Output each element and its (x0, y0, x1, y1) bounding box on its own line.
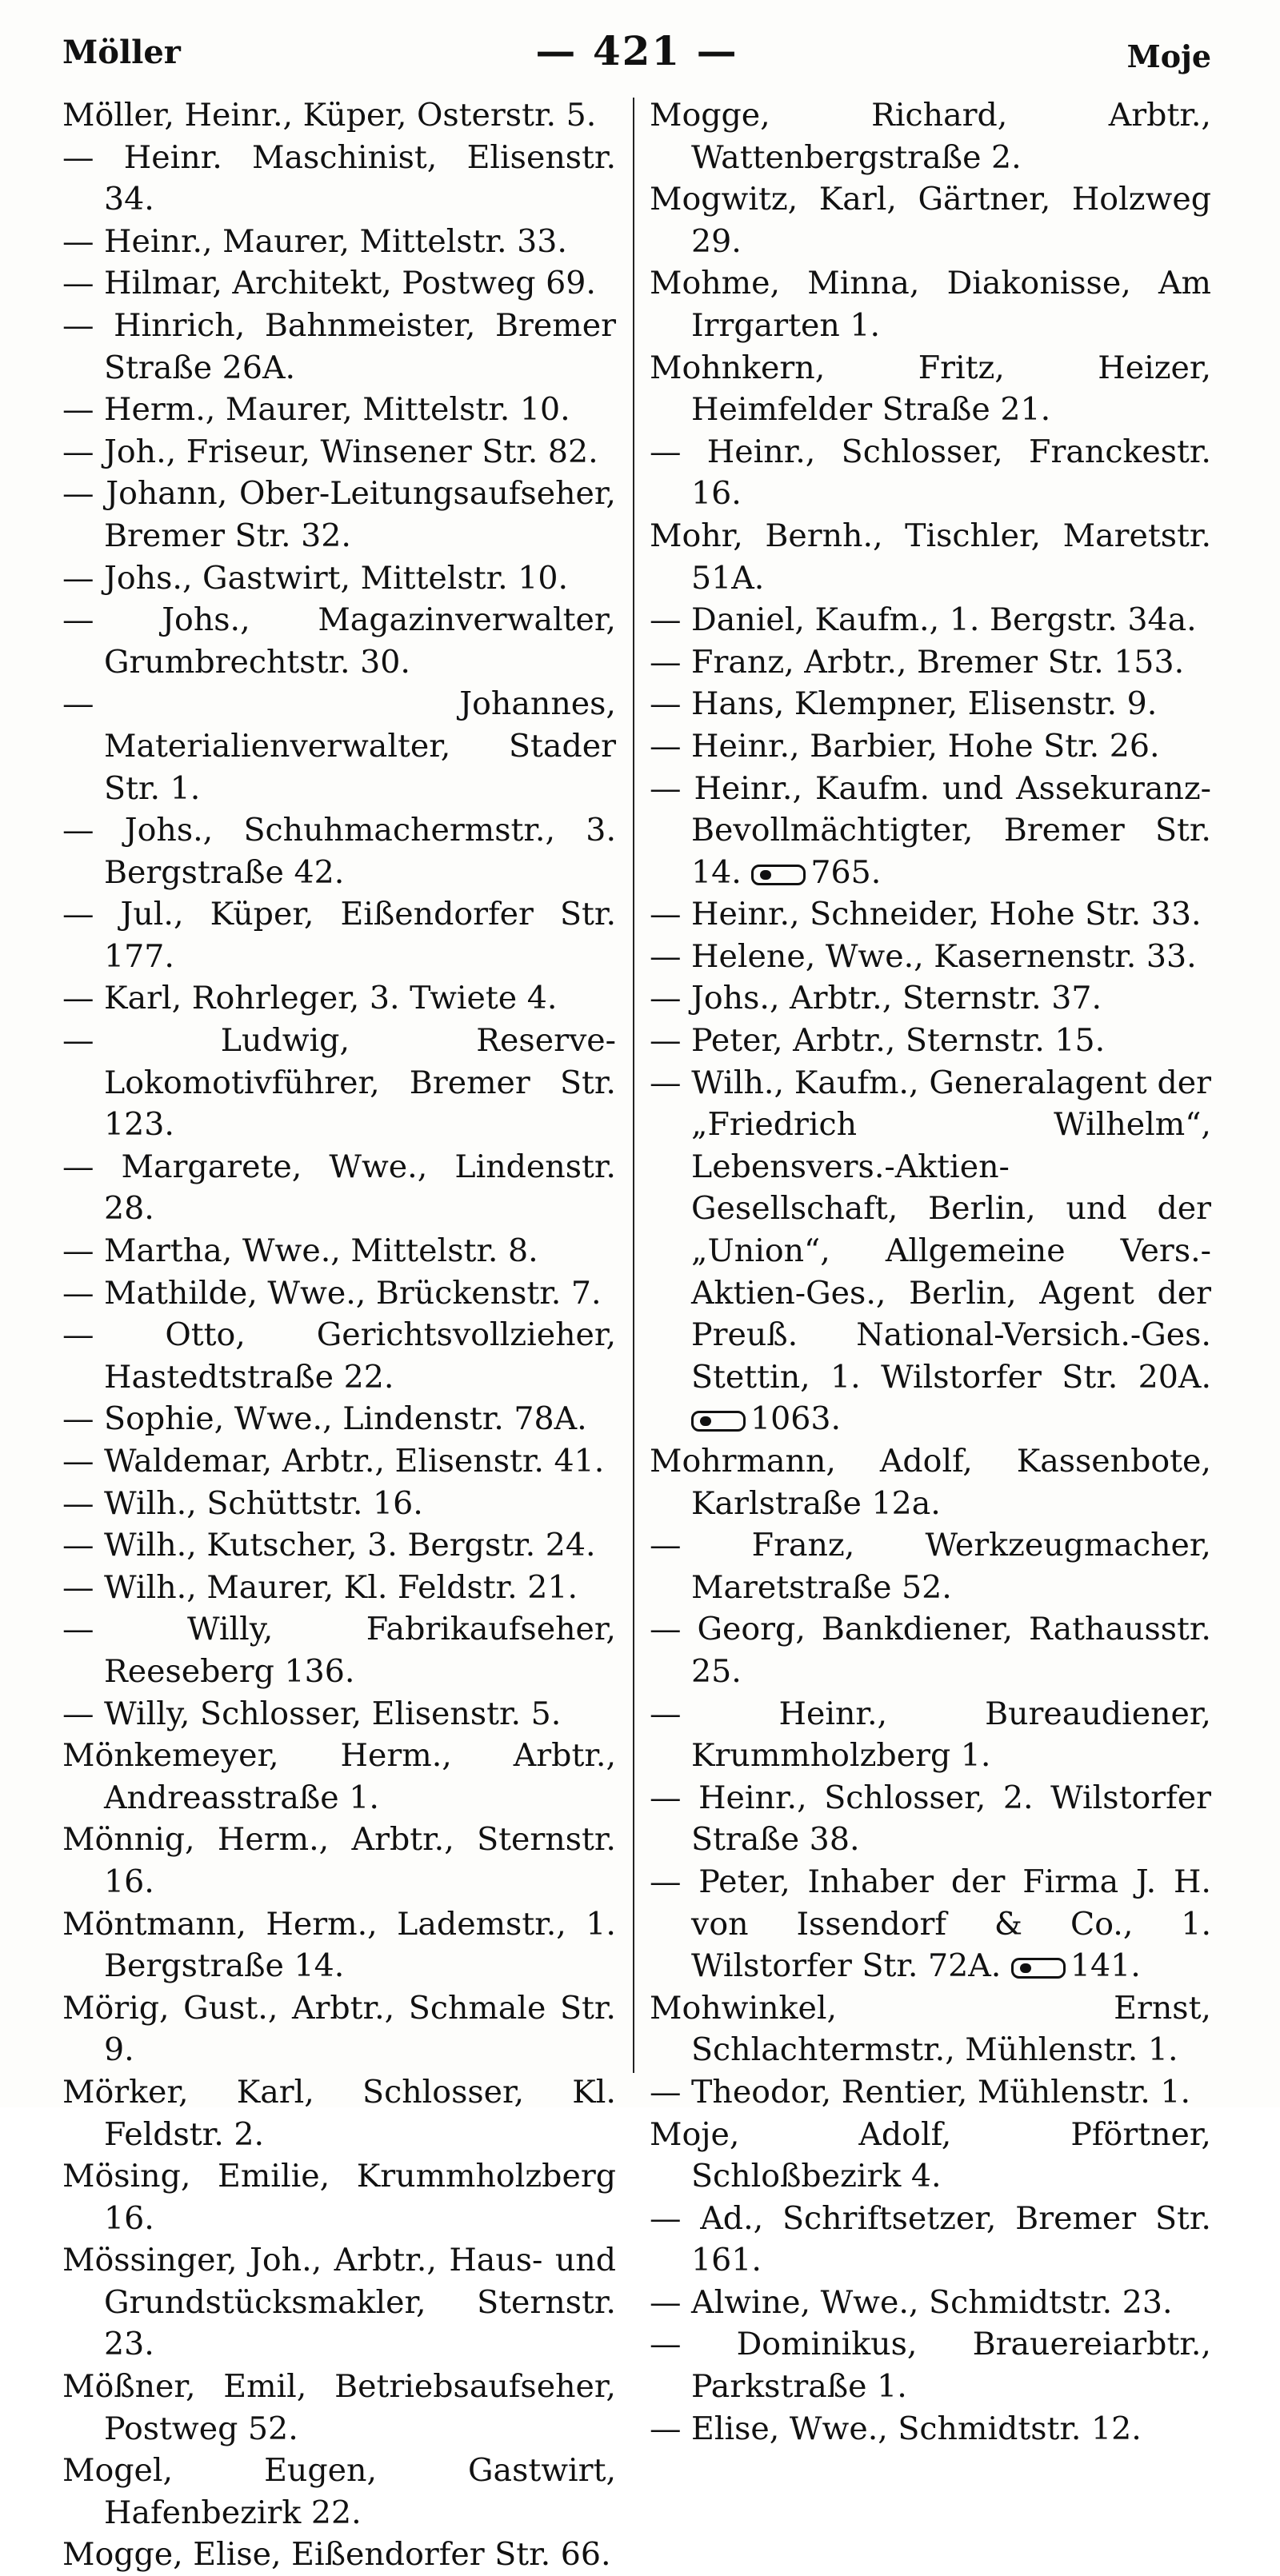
directory-entry (650, 1524, 1211, 1608)
directory-entry (650, 1020, 1211, 1062)
directory-entry: — Margarete, Wwe., Lindenstr. 28. (62, 1148, 616, 1228)
directory-entry: — Heinr. Maschinist, Elisenstr. 34. (62, 138, 616, 218)
entry-text: Mohr, Bernh., Tischler, Maretstr. 51A. (650, 517, 1211, 597)
header-last-name: Moje (1126, 38, 1211, 74)
entry-text: Mogwitz, Karl, Gärtner, Holzweg 29. (650, 181, 1211, 260)
directory-entry (650, 178, 1211, 262)
directory-entry: — Hilmar, Architekt, Postweg 69. (62, 265, 596, 302)
directory-entry: — Mathilde, Wwe., Brückenstr. 7. (62, 1274, 602, 1312)
entry-text: — Elise, Wwe., Schmidtstr. 12. (650, 2410, 1142, 2447)
directory-entry (650, 2114, 1211, 2198)
entry-text: — Heinr., Schlosser, 2. Wilstorfer Straße 38. (650, 1779, 1211, 1859)
directory-entry (650, 1987, 1211, 2071)
entry-text: — Dominikus, Brauereiarbtr., Parkstraße 1. (650, 2326, 1211, 2406)
entry-text: — Hans, Klempner, Elisenstr. 9. (650, 685, 1158, 723)
entry-text: — Heinr., Schlosser, Franckestr. 16. (650, 433, 1211, 513)
entry-text: Mogge, Richard, Arbtr., Wattenbergstraße 2. (650, 97, 1211, 176)
directory-entry: — Wilh., Kutscher, 3. Bergstr. 24. (62, 1527, 596, 1564)
directory-entry (650, 599, 1211, 641)
directory-entry: Mogge, Elise, Eißendorfer Str. 66. (62, 2536, 611, 2574)
directory-entry: Mösing, Emilie, Krummholzberg 16. (62, 2158, 616, 2237)
entry-text: — Helene, Wwe., Kasernenstr. 33. (650, 937, 1197, 975)
phone-number: 765. (810, 853, 882, 891)
directory-entry: — Johs., Schuhmachermstr., 3. Bergstraße 42. (62, 812, 616, 891)
directory-entry: — Willy, Fabrikaufseher, Reeseberg 136. (62, 1611, 616, 1690)
entry-text: — Heinr., Barbier, Hohe Str. 26. (650, 727, 1160, 765)
entry-text: — Heinr., Schneider, Hohe Str. 33. (650, 896, 1202, 933)
phone-number: 141. (1070, 1947, 1141, 1985)
right-column (650, 94, 1211, 2447)
directory-entry (650, 1608, 1211, 1692)
entry-text: — Franz, Werkzeugmacher, Maretstraße 52. (650, 1527, 1211, 1606)
directory-entry (650, 2198, 1211, 2282)
directory-entry: — Herm., Maurer, Mittelstr. 10. (62, 391, 570, 429)
directory-entry: Mönkemeyer, Herm., Arbtr., Andreasstraße 1. (62, 1737, 616, 1816)
entry-text: — Johs., Arbtr., Sternstr. 37. (650, 980, 1102, 1017)
directory-entry: — Joh., Friseur, Winsener Str. 82. (62, 433, 598, 470)
directory-entry: — Wilh., Maurer, Kl. Feldstr. 21. (62, 1568, 578, 1606)
directory-entry: — Johs., Gastwirt, Mittelstr. 10. (62, 559, 569, 597)
directory-entry: Mößner, Emil, Betriebsaufseher, Postweg 52. (62, 2368, 616, 2447)
directory-entry (650, 347, 1211, 431)
directory-entry: Mogel, Eugen, Gastwirt, Hafenbezirk 22. (62, 2452, 616, 2531)
directory-entry (650, 1777, 1211, 1861)
phone-number: 1063. (750, 1400, 842, 1438)
entry-text: — Alwine, Wwe., Schmidtstr. 23. (650, 2283, 1173, 2321)
directory-entry: — Hinrich, Bahnmeister, Bremer Straße 26A. (62, 306, 616, 386)
directory-entry: — Heinr., Maurer, Mittelstr. 33. (62, 222, 567, 260)
directory-entry (650, 1440, 1211, 1524)
entry-text: — Peter, Inhaber der Firma J. H. von Issendorf & Co., 1. Wilstorfer Str. 72A. (650, 1863, 1211, 1985)
directory-entry (650, 1861, 1211, 1987)
entry-text: Mohme, Minna, Diakonisse, Am Irrgarten 1. (650, 265, 1211, 344)
directory-entry: — Martha, Wwe., Mittelstr. 8. (62, 1232, 538, 1270)
directory-entry: Mörker, Karl, Schlosser, Kl. Feldstr. 2. (62, 2073, 616, 2153)
directory-entry (650, 977, 1211, 1020)
telephone-icon (751, 865, 806, 885)
directory-entry (650, 725, 1211, 768)
directory-entry (650, 2323, 1211, 2407)
directory-entry: — Otto, Gerichtsvollzieher, Hastedtstraße 22. (62, 1316, 616, 1396)
directory-entry (650, 2282, 1211, 2324)
directory-entry: — Willy, Schlosser, Elisenstr. 5. (62, 1695, 562, 1732)
entry-text: Moje, Adolf, Pförtner, Schloßbezirk 4. (650, 2115, 1211, 2195)
directory-entry (650, 431, 1211, 515)
directory-entry: Mörig, Gust., Arbtr., Schmale Str. 9. (62, 1989, 616, 2069)
directory-entry: — Waldemar, Arbtr., Elisenstr. 41. (62, 1443, 605, 1480)
telephone-icon (1011, 1958, 1066, 1979)
page-number: — 421 — (535, 27, 738, 74)
entry-text: — Peter, Arbtr., Sternstr. 15. (650, 1022, 1106, 1060)
directory-entry (650, 1693, 1211, 1777)
directory-entry: — Sophie, Wwe., Lindenstr. 78A. (62, 1400, 587, 1438)
page-header (62, 27, 1211, 83)
entry-text: — Georg, Bankdiener, Rathausstr. 25. (650, 1611, 1211, 1690)
directory-entry (650, 768, 1211, 894)
directory-entry (650, 94, 1211, 178)
entry-text: — Daniel, Kaufm., 1. Bergstr. 34a. (650, 601, 1197, 639)
entry-text: Mohwinkel, Ernst, Schlachtermstr., Mühlenstr. 1. (650, 1989, 1211, 2069)
directory-entry (650, 893, 1211, 936)
directory-entry: — Johs., Magazinverwalter, Grumbrechtstr. 30. (62, 601, 616, 681)
entry-text: — Heinr., Bureaudiener, Krummholzberg 1. (650, 1695, 1211, 1775)
directory-entry: — Wilh., Schüttstr. 16. (62, 1484, 423, 1522)
directory-entry (650, 683, 1211, 725)
directory-entry: Mössinger, Joh., Arbtr., Haus- und Grundstücksmakler, Sternstr. 23. (62, 2242, 616, 2363)
directory-entry: — Karl, Rohrleger, 3. Twiete 4. (62, 980, 558, 1017)
entry-text: Mohnkern, Fritz, Heizer, Heimfelder Straße 21. (650, 349, 1211, 429)
directory-entry (650, 2408, 1211, 2450)
entry-text: — Wilh., Kaufm., Generalagent der „Friedrich Wilhelm“, Lebensvers.-Aktien-Gesellschaft, Berlin, und der „Union“, Allgemeine Vers.-Aktien-Ges., Berlin, Agent der Preuß. National-Versich.-Ges. Stettin, 1. Wilstorfer Str. 20A. (650, 1064, 1211, 1396)
directory-entry: Mönnig, Herm., Arbtr., Sternstr. 16. (62, 1821, 616, 1900)
directory-entry: — Jul., Küper, Eißendorfer Str. 177. (62, 896, 616, 975)
directory-entry (650, 515, 1211, 599)
directory-entry (650, 1062, 1211, 1440)
directory-entry (650, 641, 1211, 684)
directory-entry (650, 936, 1211, 978)
directory-entry: — Ludwig, Reserve-Lokomotivführer, Bremer Str. 123. (62, 1022, 616, 1144)
entry-text: Mohrmann, Adolf, Kassenbote, Karlstraße 12a. (650, 1443, 1211, 1522)
entry-text: — Franz, Arbtr., Bremer Str. 153. (650, 643, 1185, 681)
directory-entry: — Johann, Ober-Leitungsaufseher, Bremer Str. 32. (62, 475, 616, 554)
entry-text: — Ad., Schriftsetzer, Bremer Str. 161. (650, 2199, 1211, 2279)
entry-text: — Heinr., Kaufm. und Assekuranz-Bevollmächtigter, Bremer Str. 14. (650, 769, 1211, 891)
entry-text: — Theodor, Rentier, Mühlenstr. 1. (650, 2073, 1191, 2111)
telephone-icon (691, 1411, 746, 1432)
column-divider (633, 98, 634, 2073)
directory-entry: Möller, Heinr., Küper, Osterstr. 5. (62, 97, 597, 134)
directory-entry: Möntmann, Herm., Lademstr., 1. Bergstraße 14. (62, 1905, 616, 1985)
header-first-name: Möller (62, 34, 181, 71)
directory-entry (650, 262, 1211, 346)
directory-entry: — Johannes, Materialienverwalter, Stader Str. 1. (62, 685, 616, 807)
left-column (62, 94, 616, 2574)
